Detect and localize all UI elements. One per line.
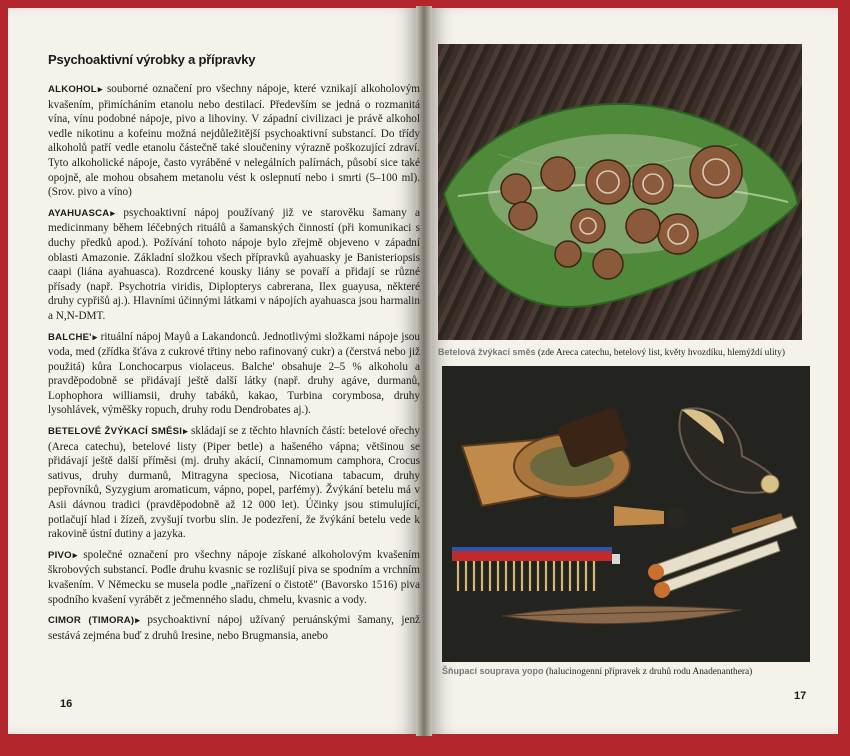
entry [48, 548, 420, 607]
caption-term: Betelová žvýkací směs [438, 347, 536, 357]
entry-text: společné označení pro všechny nápoje získané alkoholovým kvašením škrobových substancí. Podle druhu kvasnic se rozlišují piva se spodním a vrchním kvašením. V Německu se musela podle „nařízení o čistotě" (Bavorsko 1516) piva spodního kvašení vyrábět z ječmenného sladu, chmelu, kvasnic a vody. [48, 548, 420, 606]
betel-illustration [438, 44, 802, 340]
caption-text: (halucinogenní přípravek z druhů rodu Anadenanthera) [543, 667, 753, 677]
page-number-right: 17 [794, 690, 807, 702]
entry-list [48, 82, 420, 649]
entry-text: skládají se z těchto hlavních částí: betelové ořechy (Areca catechu), betelové listy (Piper betle) a hašeného vápna; většinou se přidávají ještě další příměsi (mj. druhy akácií, Cinnamomum camphora, Crocus sativus, druhy durmanů, Mitragyna speciosa, Nicotiana tabacum, druhy pepřovníků, Syzygium aromaticum, vápno, popel, parfémy). Žvýkání betelu má v Asii dávnou tradici (pravděpodobně až 12 000 let). Účinky jsou stimulující, potlačují hlad i žízeň, zvyšují tvorbu slin. Je podezření, že žvýkání betelu vede k rakovině ústní dutiny a jazyka. [48, 425, 420, 541]
entry-term: CIMOR (TIMORA) ▸ [48, 615, 140, 626]
photo-caption-1 [438, 346, 812, 359]
betel-photo [438, 44, 802, 340]
yopo-photo [442, 366, 810, 662]
entry-term: ALKOHOL ▸ [48, 84, 103, 95]
entry [48, 82, 420, 200]
entry [48, 330, 420, 419]
section-heading: Psychoaktivní výrobky a přípravky [48, 52, 256, 67]
entry [48, 613, 420, 643]
entry-term: BALCHE' ▸ [48, 332, 97, 343]
entry [48, 206, 420, 324]
page-number-left: 16 [60, 698, 73, 710]
entry-term: AYAHUASCA ▸ [48, 208, 115, 219]
entry-text: rituální nápoj Mayů a Lakandonců. Jednotlivými složkami nápoje jsou voda, med (zřídka šťáva z cukrové třtiny nebo rafinovaný cukr) a (čerstvá nebo již použitá) kůra Lonchocarpus violaceus. Balche' obsahuje 2–5 % alkoholu a pravděpodobně se přidávají ještě další látky (např. druhy agáve, durmanů, Lophophora williamsii, druhy tabáků, kakao, Turbina corymbosa, druhy lysohlávek, výměšky ropuch, druhy rodu Dendrobates aj.). [48, 330, 420, 417]
photo-caption-2 [442, 665, 816, 678]
yopo-illustration [442, 366, 810, 662]
entry-text: psychoaktivní nápoj používaný již ve starověku šamany a medicinmany během léčebných rituálů a šamanských činností (při komunikaci s duchy předků apod.). Požívání tohoto nápoje bylo zřejmě objeveno v západní oblasti Amazonie. Základní složkou všech přípravků ayahuasky je Banisteriopsis caapi (liána ayahuasca). Rozdrcené kousky liány se povaří a přidají se různé přísady (např. Psychotria viridis, Diplopterys cabrerana, Ilex guayusa, některé druhy cypřišů aj.). Hlavními účinnými látkami v nápojích ayahuasca jsou harmalin a N,N-DMT. [48, 206, 420, 322]
entry-text: souborné označení pro všechny nápoje, které vznikají alkoholovým kvašením, přimícháním etanolu nebo destilací. Především se jedná o rozmanitá vína, vínu podobné nápoje, pivo a lihoviny. V západní civilizaci je právě alkohol vedle nikotinu a kofeinu možná nejdůležitější psychoaktivní substancí. Do třídy alkoholů patří vedle etanolu částečně také sloučeniny výrazně poškozující zdraví. Tyto alkoholické nápoje, často vyráběné v nelegálních palírnách, působí sice také opojně, ale mohou obsahem metanolu vést k oslepnutí nebo i smrti (5–100 ml). (Srov. pivo a víno) [48, 83, 420, 199]
entry [48, 424, 420, 542]
caption-text: (zde Areca catechu, betelový list, květy hvozdíku, hlemýždí ulity) [535, 348, 785, 358]
entry-text: psychoaktivní nápoj užívaný peruánskými šamany, jenž sestává zejména buď z druhů Iresine, nebo Brugmansia, anebo [48, 614, 421, 642]
entry-term: BETELOVÉ ŽVÝKACÍ SMĚSI ▸ [48, 426, 188, 437]
entry-term: PIVO ▸ [48, 550, 77, 561]
caption-term: Šňupací souprava yopo [442, 666, 544, 676]
